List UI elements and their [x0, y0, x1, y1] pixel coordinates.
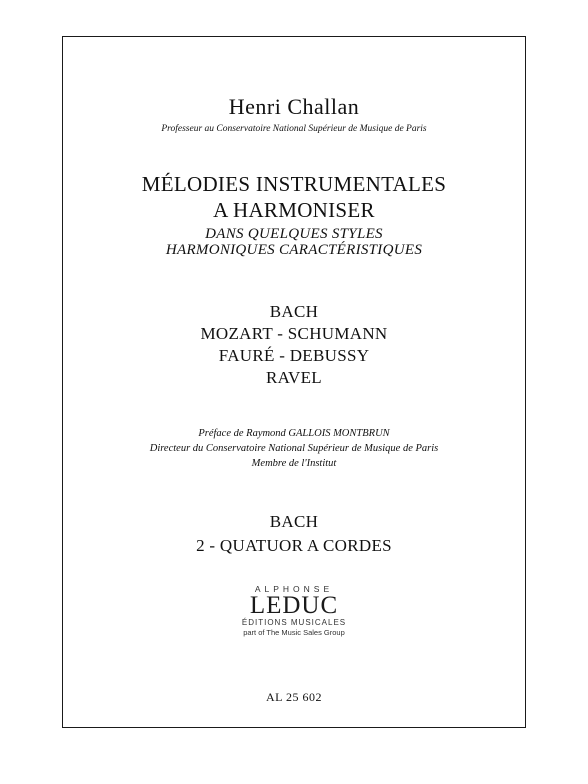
composer-line: MOZART - SCHUMANN [200, 324, 388, 343]
preface-line: Membre de l'Institut [251, 458, 337, 469]
publisher-logo [228, 584, 360, 644]
title-line-1: MÉLODIES INSTRUMENTALES [141, 172, 447, 196]
publisher-logo-name: LEDUC [249, 592, 339, 619]
volume-title: 2 - QUATUOR A CORDES [196, 536, 392, 555]
preface-line: Préface de Raymond GALLOIS MONTBRUN [198, 428, 390, 439]
composer-line: RAVEL [266, 368, 322, 387]
catalog-number: AL 25 602 [265, 690, 323, 704]
title-line-2: A HARMONISER [213, 198, 375, 222]
subtitle-line-1: DANS QUELQUES STYLES [205, 226, 383, 242]
subtitle-line-2: HARMONIQUES CARACTÉRISTIQUES [165, 242, 423, 258]
composer-line: BACH [269, 302, 319, 321]
author-role: Professeur au Conservatoire National Supérieur de Musique de Paris [161, 124, 427, 134]
publisher-logo-group: part of The Music Sales Group [243, 628, 345, 637]
composer-line: FAURÉ - DEBUSSY [218, 346, 370, 365]
publisher-logo-firstname: ALPHONSE [254, 584, 334, 594]
preface-line: Directeur du Conservatoire National Supérieur de Musique de Paris [149, 443, 439, 454]
author-name: Henri Challan [228, 94, 360, 119]
volume-composer: BACH [269, 512, 319, 531]
publisher-logo-editions: ÉDITIONS MUSICALES [241, 618, 347, 627]
